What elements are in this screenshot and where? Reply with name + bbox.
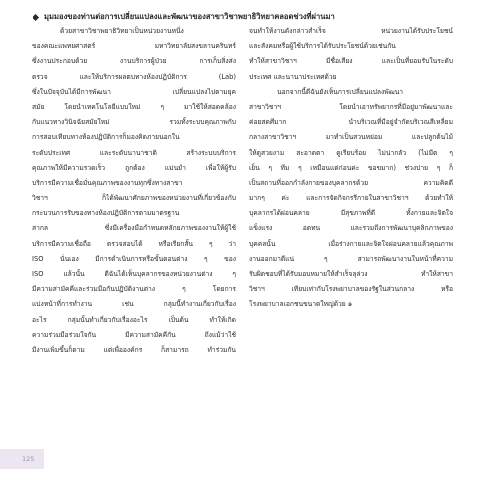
paragraph-line: กลางสาขาวิชาฯ มาทำเป็นสวนหย่อม และปลูกต้นไม้ <box>249 133 453 142</box>
paragraph-line: และสังคมหรือผู้ใช้บริการได้รับประโยชน์ด้วยเช่นกัน <box>249 42 396 51</box>
paragraph-line: บุคลากรได้ผ่อนคลาย มีสุขภาพที่ดี ทั้งกายและจิตใจ <box>249 209 453 218</box>
paragraph-line: มีงานเพิ่มขึ้นก็ตาม แต่เพื่อองค์กร ก็สามารถ ทำร่วมกัน <box>32 345 236 354</box>
paragraph-line: ความร่วมมือร่วมใจกัน มีความสามัคคีกัน ถึงแม้ว่าใช้ <box>32 330 236 339</box>
paragraph-line: มีความสามัคคีและร่วมมือกันปฏิบัติงานต่าง ๆ โดยการ <box>32 285 236 294</box>
paragraph-line: ด้วยสาขาวิชาพยาธิวิทยาเป็นหน่วยงานหนึ่ง <box>60 27 184 35</box>
section-heading-text: มุมมองของท่านต่อการเปลี่ยนแปลงและพัฒนาของสาขาวิชาพยาธิวิทยาคลอดช่วงที่ผ่านมา <box>44 12 335 21</box>
paragraph-line: อะไร กลุ่มนั้นทำเกี่ยวกับเรื่องอะไร เป็นต้น ทำให้เกิด <box>32 315 236 324</box>
diamond-bullet-icon <box>33 13 39 20</box>
left-column <box>32 24 236 358</box>
paragraph-line: ค่อยสดศึมาก นำบริเวณที่มีอยู่จำกัดบริเวณสีเหลี่ยม <box>249 118 453 127</box>
paragraph-line: บริการมีความเชื่อมั่นคุณภาพของงานทุกซึ่งทางสาขา <box>32 178 183 187</box>
paragraph-line: ระดับประเทศ และระดับนานาชาติ สร้างระบบบริการ <box>32 148 236 157</box>
paragraph-line: แข็งแรง อดทน และรวมถึงการพัฒนาบุคลิกภาพของ <box>249 224 453 233</box>
paragraph-line: ตรวจ และให้บริการผลตบทางห้องปฏิบัติการ (Lab) <box>32 72 236 81</box>
paragraph-line: กับแนวทางวินิจฉัยสมัยใหม่ รวมทั้งระบบคุณภาพกับ <box>32 118 236 127</box>
paragraph-line: งานออกมาดีแน่ ๆ สามารถพัฒนางานในหน้าที่ความ <box>249 254 453 263</box>
paragraph-line: รับผิดชอบที่ได้รับมอบหมายให้สำเร็จลุล่วง ทำให้สาขา <box>249 270 453 278</box>
paragraph-line: ของคณะแพทยศาสตร์ มหาวิทยาลัยสงขลานครินทร์ <box>32 42 236 51</box>
right-column <box>249 24 453 313</box>
paragraph-line: วิชาฯ ก็ได้พัฒนาศักยภาพของหน่วยงานที่เกี่ยวข้องกับ <box>32 194 236 203</box>
page-number: 125 <box>22 455 35 463</box>
paragraph-line: วิชาฯ เทียบเท่ากับโรงพยาบาลของรัฐในส่วนกลาง หรือ <box>249 285 453 294</box>
paragraph-line: จนทำให้งานดังกล่าวสำเร็จ หน่วยงานได้รับประโยชน์ <box>249 27 453 35</box>
paragraph-line: นอกจากนี้ดีฉันยังเห็นการเปลี่ยนแปลงพัฒนา <box>277 87 404 96</box>
paragraph-line: เป็นสถานที่ออกกำลังกายของบุคลากรด้วย ความคิดดี <box>249 178 453 187</box>
section-heading <box>33 11 453 23</box>
paragraph-line: กระบวนการรับของทางห้องปฏิบัติการตามมาตรฐาน <box>32 209 180 218</box>
paragraph-line: ทำให้สาขาวิชาฯ มีชื่อเสียง และเป็นที่ยอมรับในระดับ <box>249 57 453 66</box>
paragraph-line: การสอบเทียบทางห้องปฏิบัติการก็มองคิดภายนอกใน <box>32 133 180 142</box>
paragraph-line: สากล ซึ่งมีเครื่องมือกำหนดหลักยภาพของงานให้ผู้ใช้ <box>32 224 236 233</box>
paragraph-line: ISO แล้วนั้น ดีฉันได้เห็นบุคลากรของหน่วยงานต่าง ๆ <box>32 270 236 278</box>
paragraph-line: ซึ่งงานประกอบด้วย งานบริการผู้ป่วย การเก็บสิ่งส่ง <box>32 57 236 66</box>
paragraph-line: มากๆ ค่ะ และการจัดกิจกรรีกายในสาขาวิชาฯ ด้วยทำให้ <box>249 194 453 203</box>
paragraph-line: คุณภาพให้มีความรวดเร็ว ถูกต้อง แม่นยำ เพื่อให้ผู้รับ <box>32 163 236 172</box>
paragraph-line: ISO นั่นเอง มีการดำเนินการหรือขั้นตอนต่าง ๆ ของ <box>32 254 236 263</box>
paragraph-line: บริการมีความเชื่อถือ ตรวจสอบได้ หรือเรียกสั้น ๆ ว่า <box>32 239 236 248</box>
paragraph-line: แบ่งหน้าที่การทำงาน เช่น กลุ่มนี้ทำงานเกี่ยวกับเรื่อง <box>32 300 236 309</box>
paragraph-line: บุคคลนั้น เมื่อร่างกายและจิตใจผ่อนคลายแล้วคุณภาพ <box>249 239 453 248</box>
paragraph-line: ประเทศ และนานาประเทศด้วย <box>249 72 337 81</box>
paragraph-line: เย็น ๆ ทึม ๆ เหมือนแต่ก่อนค่ะ ขอขมาก) ช่วงบ่าย ๆ ก็ <box>249 163 453 172</box>
paragraph-line: ซึ่งในปัจจุบันได้มีการพัฒนา เปลี่ยนแปลงไปตามยุค <box>32 87 236 96</box>
paragraph-line: สมัย โดยนำเทคโนโลยีแบบใหม่ ๆ มาใช้ให้สอดคล้อง <box>32 102 236 111</box>
paragraph-line: ให้ดูสวยงาม สะอาดตา ดูเรียบร้อย ไม่น่ากลัว (ไม่มีต ๆ <box>249 148 453 157</box>
paragraph-line: โรงพยาบาลเอกชนขนาดใหญ่ด้วย ๑ <box>249 300 353 309</box>
paragraph-line: สาขาวิชาฯ โดยนำเอาทรัพยากรที่มีอยู่มาพัฒนาและ <box>249 102 453 111</box>
